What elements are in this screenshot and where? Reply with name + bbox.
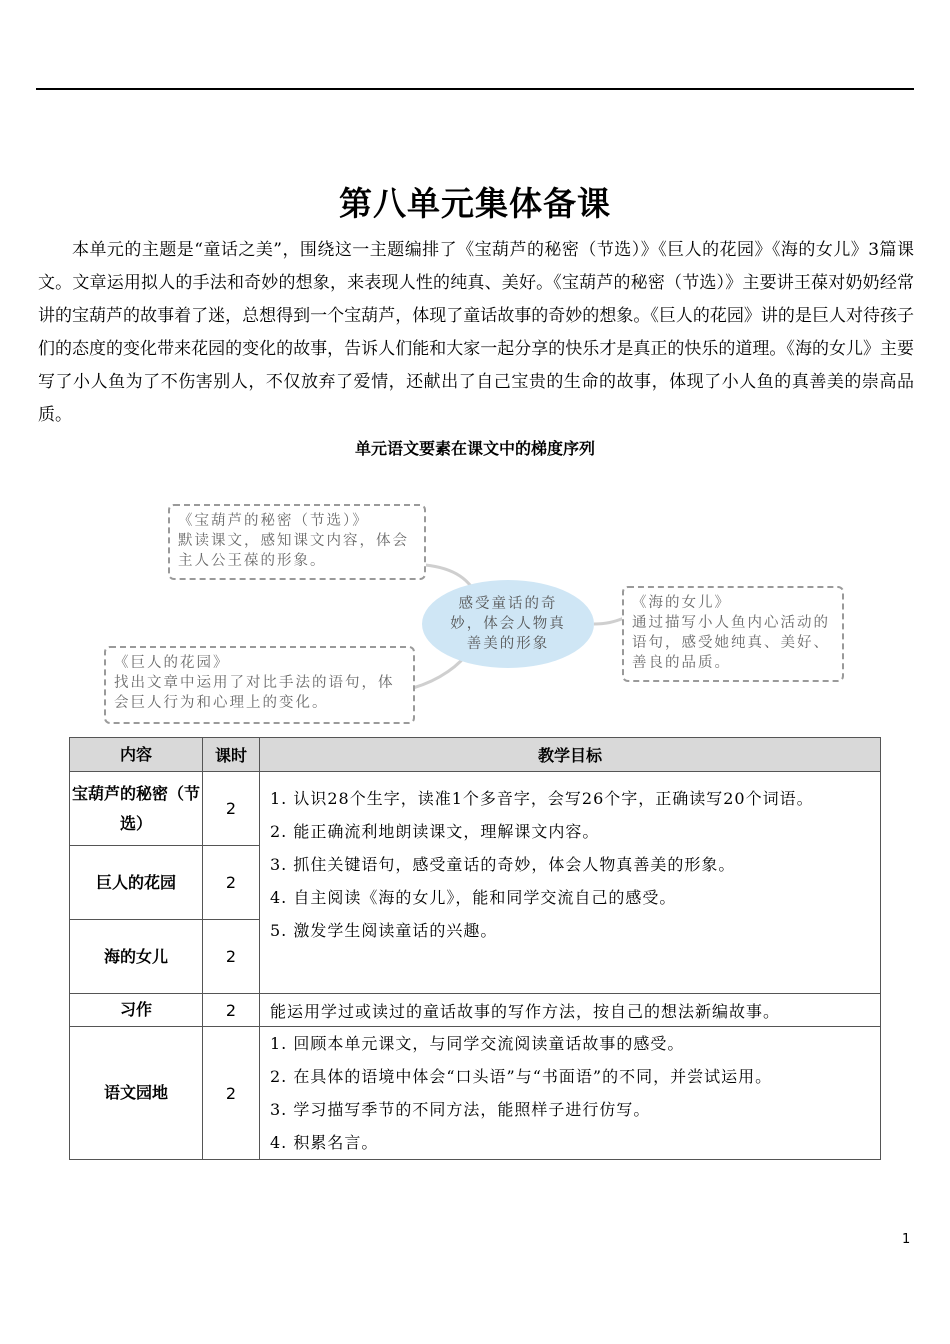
diagram-box-title: 《宝葫芦的秘密（节选）》: [178, 513, 369, 529]
diagram-center-text: 感受童话的奇妙，体会人物真善美的形象: [450, 596, 566, 652]
diagram-box-text: 通过描写小人鱼内心活动的语句，感受她纯真、美好、善良的品质。: [632, 615, 830, 671]
diagram-box-jurenhuayuan: [104, 646, 415, 724]
diagram-box-baohulu: [168, 504, 426, 580]
row-name: 海的女儿: [70, 920, 203, 994]
table-row: [70, 1027, 881, 1160]
goal-item: 4. 自主阅读《海的女儿》，能和同学交流自己的感受。: [270, 888, 677, 907]
row-hours: 2: [203, 772, 260, 846]
diagram-box-title: 《巨人的花园》: [114, 655, 230, 671]
page-number: 1: [902, 1232, 911, 1247]
shared-goals-cell: [260, 772, 881, 994]
goal-item: 3. 抓住关键语句，感受童话的奇妙，体会人物真善美的形象。: [270, 855, 736, 874]
table-row: [70, 772, 881, 846]
diagram-box-text: 找出文章中运用了对比手法的语句，体会巨人行为和心理上的变化。: [114, 675, 395, 711]
goal-item: 4. 积累名言。: [270, 1133, 379, 1152]
header-rule: [36, 88, 914, 90]
header-content: 内容: [70, 738, 203, 772]
intro-paragraph: 本单元的主题是“童话之美”，围绕这一主题编排了《宝葫芦的秘密（节选）》《巨人的花园》《海的女儿》3篇课文。文章运用拟人的手法和奇妙的想象，来表现人性的纯真、美好。《宝葫芦的秘密（节选）》主要讲王葆对奶奶经常讲的宝葫芦的故事着了迷，总想得到一个宝葫芦，体现了童话故事的奇妙的想象。《巨人的花园》讲的是巨人对待孩子们的态度的变化带来花园的变化的故事，告诉人们能和大家一起分享的快乐才是真正的快乐的道理。《海的女儿》主要写了小人鱼为了不伤害别人，不仅放弃了爱情，还献出了自己宝贵的生命的故事，体现了小人鱼的真善美的崇高品质。: [38, 240, 914, 425]
shared-goals-list: [270, 782, 874, 947]
diagram-center-oval: [422, 580, 594, 668]
row-hours: 2: [203, 994, 260, 1027]
row-name: 习作: [70, 994, 203, 1027]
header-goals: 教学目标: [260, 738, 881, 772]
goal-item: 3. 学习描写季节的不同方法，能照样子进行仿写。: [270, 1100, 651, 1119]
section-subtitle: 单元语文要素在课文中的梯度序列: [354, 439, 595, 458]
row-name: 巨人的花园: [70, 846, 203, 920]
garden-goals-cell: [260, 1027, 881, 1160]
goal-item: 5. 激发学生阅读童话的兴趣。: [270, 921, 498, 940]
page-title: 第八单元集体备课: [339, 184, 611, 223]
goal-item: 1. 回顾本单元课文，与同学交流阅读童话故事的感受。: [270, 1034, 685, 1053]
goal-item: 2. 能正确流利地朗读课文，理解课文内容。: [270, 822, 600, 841]
goal-item: 1. 认识28个生字，读准1个多音字，会写26个字，正确读写20个词语。: [270, 789, 814, 808]
row-hours: 2: [203, 1027, 260, 1160]
row-hours: 2: [203, 846, 260, 920]
writing-goal-cell: 能运用学过或读过的童话故事的写作方法，按自己的想法新编故事。: [260, 994, 881, 1027]
row-name: 宝葫芦的秘密（节选）: [70, 772, 203, 846]
teaching-goals-table: [69, 737, 881, 1160]
diagram-box-title: 《海的女儿》: [632, 595, 731, 611]
row-hours: 2: [203, 920, 260, 994]
garden-goals-list: [270, 1027, 874, 1159]
row-name: 语文园地: [70, 1027, 203, 1160]
table-row: [70, 994, 881, 1027]
diagram-box-text: 默读课文，感知课文内容，体会主人公王葆的形象。: [178, 533, 409, 569]
connector-right: [594, 618, 624, 624]
mind-map-diagram: [0, 490, 950, 730]
table-header-row: [70, 738, 881, 772]
header-hours: 课时: [203, 738, 260, 772]
goal-item: 2. 在具体的语境中体会“口头语”与“书面语”的不同，并尝试运用。: [270, 1067, 773, 1086]
diagram-box-haidenver: [622, 586, 844, 682]
